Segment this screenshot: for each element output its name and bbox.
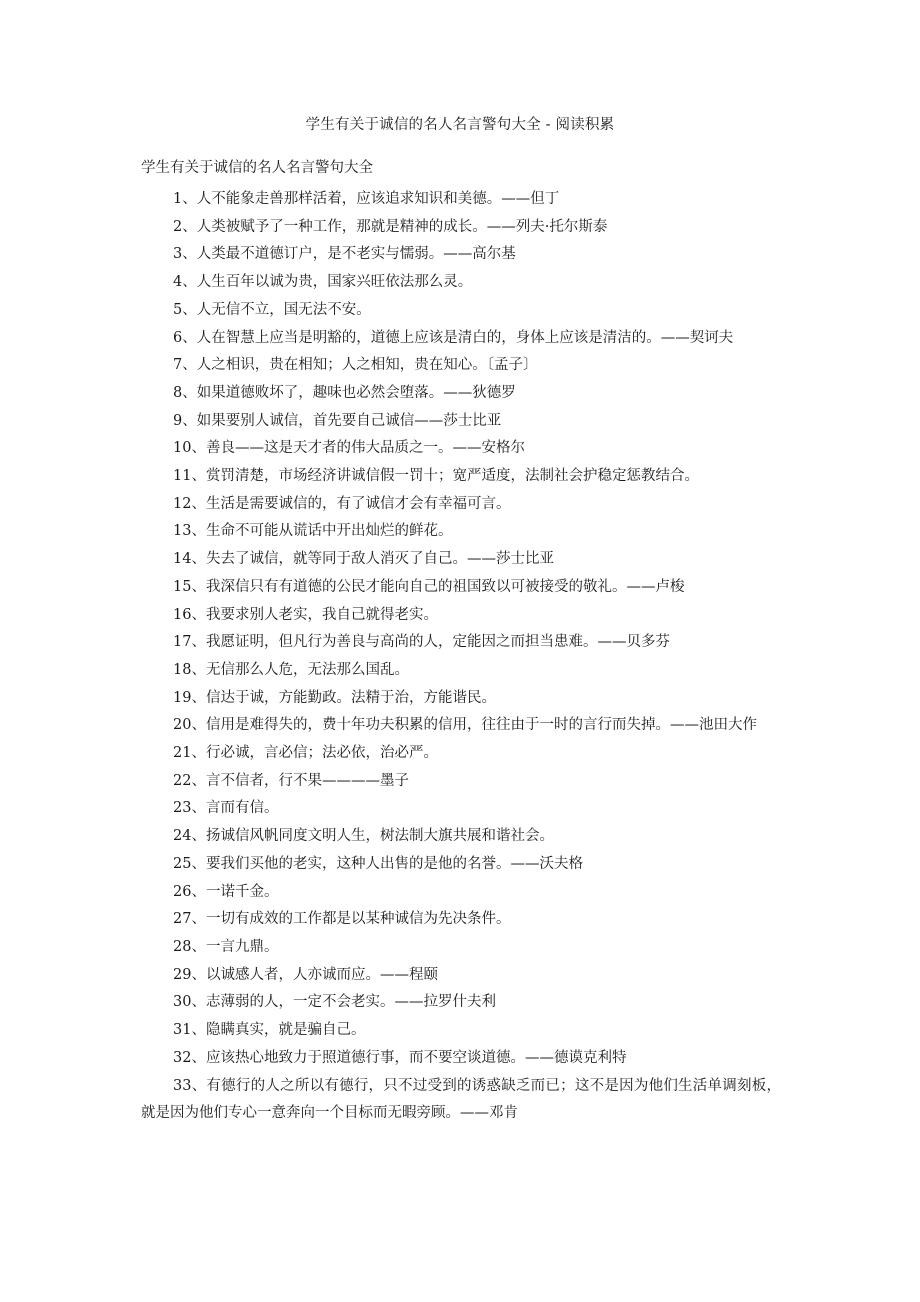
quote-item: 3、人类最不道德订户，是不老实与懦弱。——高尔基	[173, 246, 516, 263]
quote-item: 9、如果要别人诚信，首先要自己诚信——莎士比亚	[173, 412, 502, 429]
quote-item: 12、生活是需要诚信的，有了诚信才会有幸福可言。	[173, 495, 511, 512]
quote-item: 19、信达于诚，方能勤政。法精于治，方能谐民。	[173, 689, 496, 706]
quote-item: 29、以诚感人者，人亦诚而应。——程颐	[173, 966, 438, 983]
quote-item: 4、人生百年以诚为贵，国家兴旺依法那么灵。	[173, 274, 473, 291]
quote-item: 6、人在智慧上应当是明豁的，道德上应该是清白的，身体上应该是清洁的。——契诃夫	[173, 329, 734, 346]
document-title: 学生有关于诚信的名人名言警句大全 - 阅读积累	[305, 117, 615, 133]
quote-item: 2、人类被赋予了一种工作，那就是精神的成长。——列夫·托尔斯泰	[173, 218, 608, 235]
quote-item: 24、扬诚信风帆同度文明人生，树法制大旗共展和谐社会。	[173, 828, 554, 845]
quote-item: 23、言而有信。	[173, 800, 279, 817]
quote-item: 25、要我们买他的老实，这种人出售的是他的名誉。——沃夫格	[173, 855, 583, 872]
quote-item: 33、有德行的人之所以有德行，只不过受到的诱惑缺乏而已；这不是因为他们生活单调刻板，就是因为他们专心一意奔向一个目标而无暇旁顾。——邓肯	[141, 1077, 781, 1122]
quote-item: 15、我深信只有有道德的公民才能向自己的祖国致以可被接受的敬礼。——卢梭	[173, 578, 685, 595]
quote-item: 21、行必诚，言必信；法必依，治必严。	[173, 745, 438, 762]
quote-item: 28、一言九鼎。	[173, 938, 279, 955]
quote-item: 22、言不信者，行不果————墨子	[173, 772, 409, 789]
quote-item: 20、信用是难得失的，费十年功夫积累的信用，往往由于一时的言行而失掉。——池田大作	[173, 717, 757, 734]
quote-item: 8、如果道德败坏了，趣味也必然会堕落。——狄德罗	[173, 384, 516, 401]
quote-item: 17、我愿证明，但凡行为善良与高尚的人，定能因之而担当患难。——贝多芬	[173, 634, 670, 651]
quote-item: 32、应该热心地致力于照道德行事，而不要空谈道德。——德谟克利特	[173, 1049, 627, 1066]
quote-item: 11、赏罚清楚，市场经济讲诚信假一罚十；宽严适度，法制社会护稳定惩教结合。	[173, 468, 699, 485]
quote-item: 7、人之相识，贵在相知；人之相知，贵在知心。〔孟子〕	[173, 357, 538, 374]
quote-item: 27、一切有成效的工作都是以某种诚信为先决条件。	[173, 911, 511, 928]
quote-item: 1、人不能象走兽那样活着，应该追求知识和美德。——但丁	[173, 191, 560, 207]
quote-item: 13、生命不可能从谎话中开出灿烂的鲜花。	[173, 523, 453, 540]
quote-item: 18、无信那么人危，无法那么国乱。	[173, 661, 409, 678]
quote-item: 30、志薄弱的人，一定不会老实。——拉罗什夫利	[173, 994, 496, 1011]
quote-item: 26、一诺千金。	[173, 883, 279, 900]
quote-item: 14、失去了诚信，就等同于敌人消灭了自己。——莎士比亚	[173, 551, 554, 568]
quote-list	[141, 186, 781, 1128]
quote-item: 5、人无信不立，国无法不安。	[173, 301, 371, 318]
quote-item: 31、隐瞒真实，就是骗自己。	[173, 1022, 366, 1039]
document-subtitle: 学生有关于诚信的名人名言警句大全	[141, 160, 373, 176]
quote-item: 16、我要求别人老实，我自己就得老实。	[173, 606, 438, 623]
quote-item: 10、善良——这是天才者的伟大品质之一。——安格尔	[173, 440, 525, 457]
